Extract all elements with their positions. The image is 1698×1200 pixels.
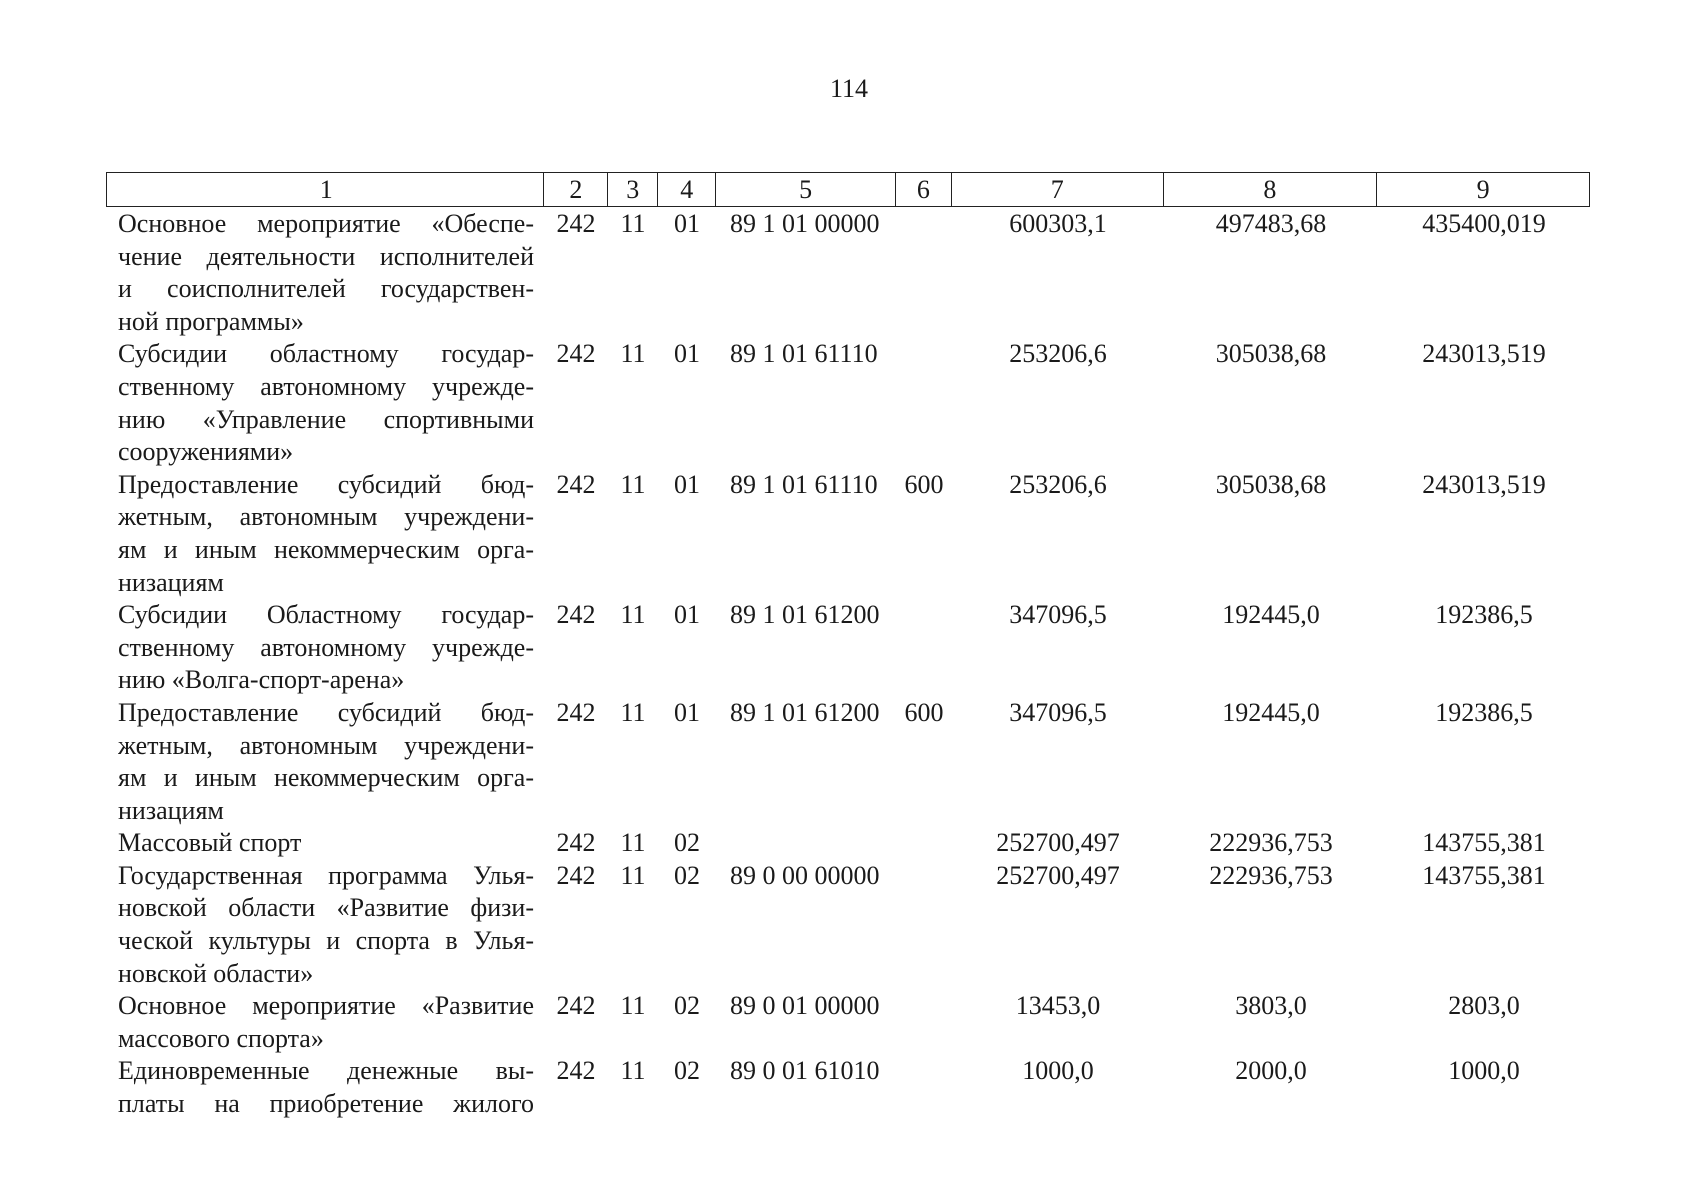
- amount-cell: 435400,019: [1422, 209, 1546, 238]
- section-cell: 11: [620, 600, 646, 630]
- amount-cell: 2000,0: [1235, 1056, 1307, 1086]
- row-name-line: массового спорта»: [118, 1023, 324, 1053]
- row-name-line: нию «Управление спортивными: [118, 404, 534, 434]
- row-name-line: жетным, автономным учреждени-: [118, 730, 534, 760]
- row-name-line: сооружениями»: [118, 437, 294, 467]
- amount-cell: 253206,6: [1009, 339, 1107, 369]
- row-name-cell: [106, 827, 544, 860]
- code-cell: 242: [556, 209, 596, 238]
- expense-type-cell: [896, 208, 952, 338]
- row-name-line: низациям: [118, 795, 224, 825]
- row-name-line: ственному автономному учрежде-: [118, 632, 534, 662]
- row-name-cell: [106, 338, 544, 468]
- amount-cell: 1000,0: [1022, 1056, 1094, 1086]
- subsection-cell: 01: [674, 469, 700, 499]
- row-name-line: ственному автономному учрежде-: [118, 371, 534, 401]
- target-article-cell: 89 0 00 00000: [730, 860, 880, 890]
- amount-cell: 252700,497: [996, 860, 1120, 890]
- page-number: 114: [829, 74, 869, 103]
- table-row: [106, 208, 1590, 338]
- row-name-cell: [106, 1055, 544, 1120]
- amount-cell: 13453,0: [1015, 991, 1101, 1021]
- amount-cell: 497483,68: [1215, 209, 1327, 238]
- expense-type-cell: 600: [904, 697, 944, 727]
- expense-type-cell: [896, 338, 952, 468]
- table-row: [106, 1055, 1590, 1120]
- amount-cell: 192445,0: [1222, 600, 1320, 630]
- amount-cell: 252700,497: [996, 828, 1120, 858]
- amount-cell: 222936,753: [1209, 828, 1333, 858]
- row-name-line: Предоставление субсидий бюд-: [118, 697, 534, 727]
- expense-type-cell: [896, 860, 952, 990]
- subsection-cell: 02: [674, 1056, 700, 1086]
- code-cell: 242: [556, 469, 596, 499]
- section-cell: 11: [620, 697, 646, 727]
- code-cell: 242: [556, 697, 596, 727]
- amount-cell: 253206,6: [1009, 469, 1107, 499]
- amount-cell: 222936,753: [1209, 860, 1333, 890]
- row-name-cell: [106, 697, 544, 827]
- amount-cell: 347096,5: [1009, 697, 1107, 727]
- section-cell: 11: [620, 860, 646, 890]
- subsection-cell: 02: [674, 991, 700, 1021]
- expense-type-cell: [896, 599, 952, 697]
- row-name-line: и соисполнителей государствен-: [118, 274, 534, 304]
- row-name-line: Основное мероприятие «Обеспе-: [118, 209, 534, 238]
- row-name-line: ной программы»: [118, 306, 304, 336]
- code-cell: 242: [556, 828, 596, 858]
- subsection-cell: 01: [674, 600, 700, 630]
- subsection-cell: 02: [674, 860, 700, 890]
- column-header-7: 7: [952, 173, 1164, 206]
- column-header-6: 6: [896, 173, 952, 206]
- column-header-9: 9: [1476, 175, 1490, 204]
- table-row: [106, 860, 1590, 990]
- row-name-cell: [106, 860, 544, 990]
- amount-cell: 243013,519: [1422, 469, 1546, 499]
- row-name-line: жетным, автономным учреждени-: [118, 502, 534, 532]
- amount-cell: 143755,381: [1422, 860, 1546, 890]
- section-cell: 11: [620, 469, 646, 499]
- expense-type-cell: 600: [904, 469, 944, 499]
- row-name-line: Государственная программа Улья-: [118, 860, 534, 890]
- column-header-4: 4: [658, 173, 716, 206]
- code-cell: 242: [556, 860, 596, 890]
- row-name-cell: [106, 208, 544, 338]
- code-cell: 242: [556, 991, 596, 1021]
- target-article-cell: 89 0 01 61010: [730, 1056, 880, 1086]
- row-name-line: платы на приобретение жилого: [118, 1089, 534, 1119]
- column-header-1: 1: [107, 173, 544, 206]
- amount-cell: 305038,68: [1215, 469, 1327, 499]
- row-name-line: чение деятельности исполнителей: [118, 241, 534, 271]
- row-name-line: низациям: [118, 567, 224, 597]
- section-cell: 11: [620, 991, 646, 1021]
- amount-cell: 3803,0: [1235, 991, 1307, 1021]
- amount-cell: 2803,0: [1448, 991, 1520, 1021]
- target-article-cell: [716, 827, 896, 860]
- amount-cell: 347096,5: [1009, 600, 1107, 630]
- column-header-2: 2: [544, 173, 608, 206]
- row-name-line: нию «Волга-спорт-арена»: [118, 665, 405, 695]
- code-cell: 242: [556, 600, 596, 630]
- amount-cell: 600303,1: [1009, 209, 1107, 238]
- row-name-cell: [106, 990, 544, 1055]
- target-article-cell: 89 1 01 61110: [730, 339, 878, 369]
- column-header-3: 3: [608, 173, 658, 206]
- table-row: [106, 827, 1590, 860]
- amount-cell: 305038,68: [1215, 339, 1327, 369]
- section-cell: 11: [620, 339, 646, 369]
- target-article-cell: 89 1 01 61110: [730, 469, 878, 499]
- target-article-cell: 89 1 01 00000: [730, 209, 880, 238]
- code-cell: 242: [556, 1056, 596, 1086]
- code-cell: 242: [556, 339, 596, 369]
- table-body: [106, 208, 1590, 1121]
- column-header-5: 5: [716, 173, 896, 206]
- section-cell: 11: [620, 1056, 646, 1086]
- row-name-line: Субсидии Областному государ-: [118, 600, 534, 630]
- row-name-cell: [106, 599, 544, 697]
- amount-cell: 192445,0: [1222, 697, 1320, 727]
- row-name-line: новской области»: [118, 958, 314, 988]
- expense-type-cell: [896, 990, 952, 1055]
- table-row: [106, 990, 1590, 1055]
- target-article-cell: 89 0 01 00000: [730, 991, 880, 1021]
- subsection-cell: 01: [674, 339, 700, 369]
- table-row: [106, 338, 1590, 468]
- expense-type-cell: [896, 827, 952, 860]
- row-name-line: Массовый спорт: [118, 828, 302, 858]
- table-row: [106, 697, 1590, 827]
- target-article-cell: 89 1 01 61200: [730, 600, 880, 630]
- table-header-row: [106, 172, 1590, 207]
- table-row: [106, 599, 1590, 697]
- section-cell: 11: [620, 209, 646, 238]
- row-name-line: ям и иным некоммерческим орга-: [118, 763, 534, 793]
- expense-type-cell: [896, 1055, 952, 1120]
- row-name-line: Единовременные денежные вы-: [118, 1056, 534, 1086]
- amount-cell: 143755,381: [1422, 828, 1546, 858]
- amount-cell: 1000,0: [1448, 1056, 1520, 1086]
- table-row: [106, 469, 1590, 599]
- row-name-line: новской области «Развитие физи-: [118, 893, 534, 923]
- amount-cell: 192386,5: [1435, 600, 1533, 630]
- target-article-cell: 89 1 01 61200: [730, 697, 880, 727]
- row-name-line: Предоставление субсидий бюд-: [118, 469, 534, 499]
- row-name-line: ческой культуры и спорта в Улья-: [118, 926, 534, 956]
- row-name-line: Субсидии областному государ-: [118, 339, 534, 369]
- subsection-cell: 01: [674, 209, 700, 238]
- row-name-line: ям и иным некоммерческим орга-: [118, 534, 534, 564]
- subsection-cell: 01: [674, 697, 700, 727]
- subsection-cell: 02: [674, 828, 700, 858]
- section-cell: 11: [620, 828, 646, 858]
- column-header-8: 8: [1164, 173, 1378, 206]
- row-name-cell: [106, 469, 544, 599]
- amount-cell: 243013,519: [1422, 339, 1546, 369]
- amount-cell: 192386,5: [1435, 697, 1533, 727]
- row-name-line: Основное мероприятие «Развитие: [118, 991, 534, 1021]
